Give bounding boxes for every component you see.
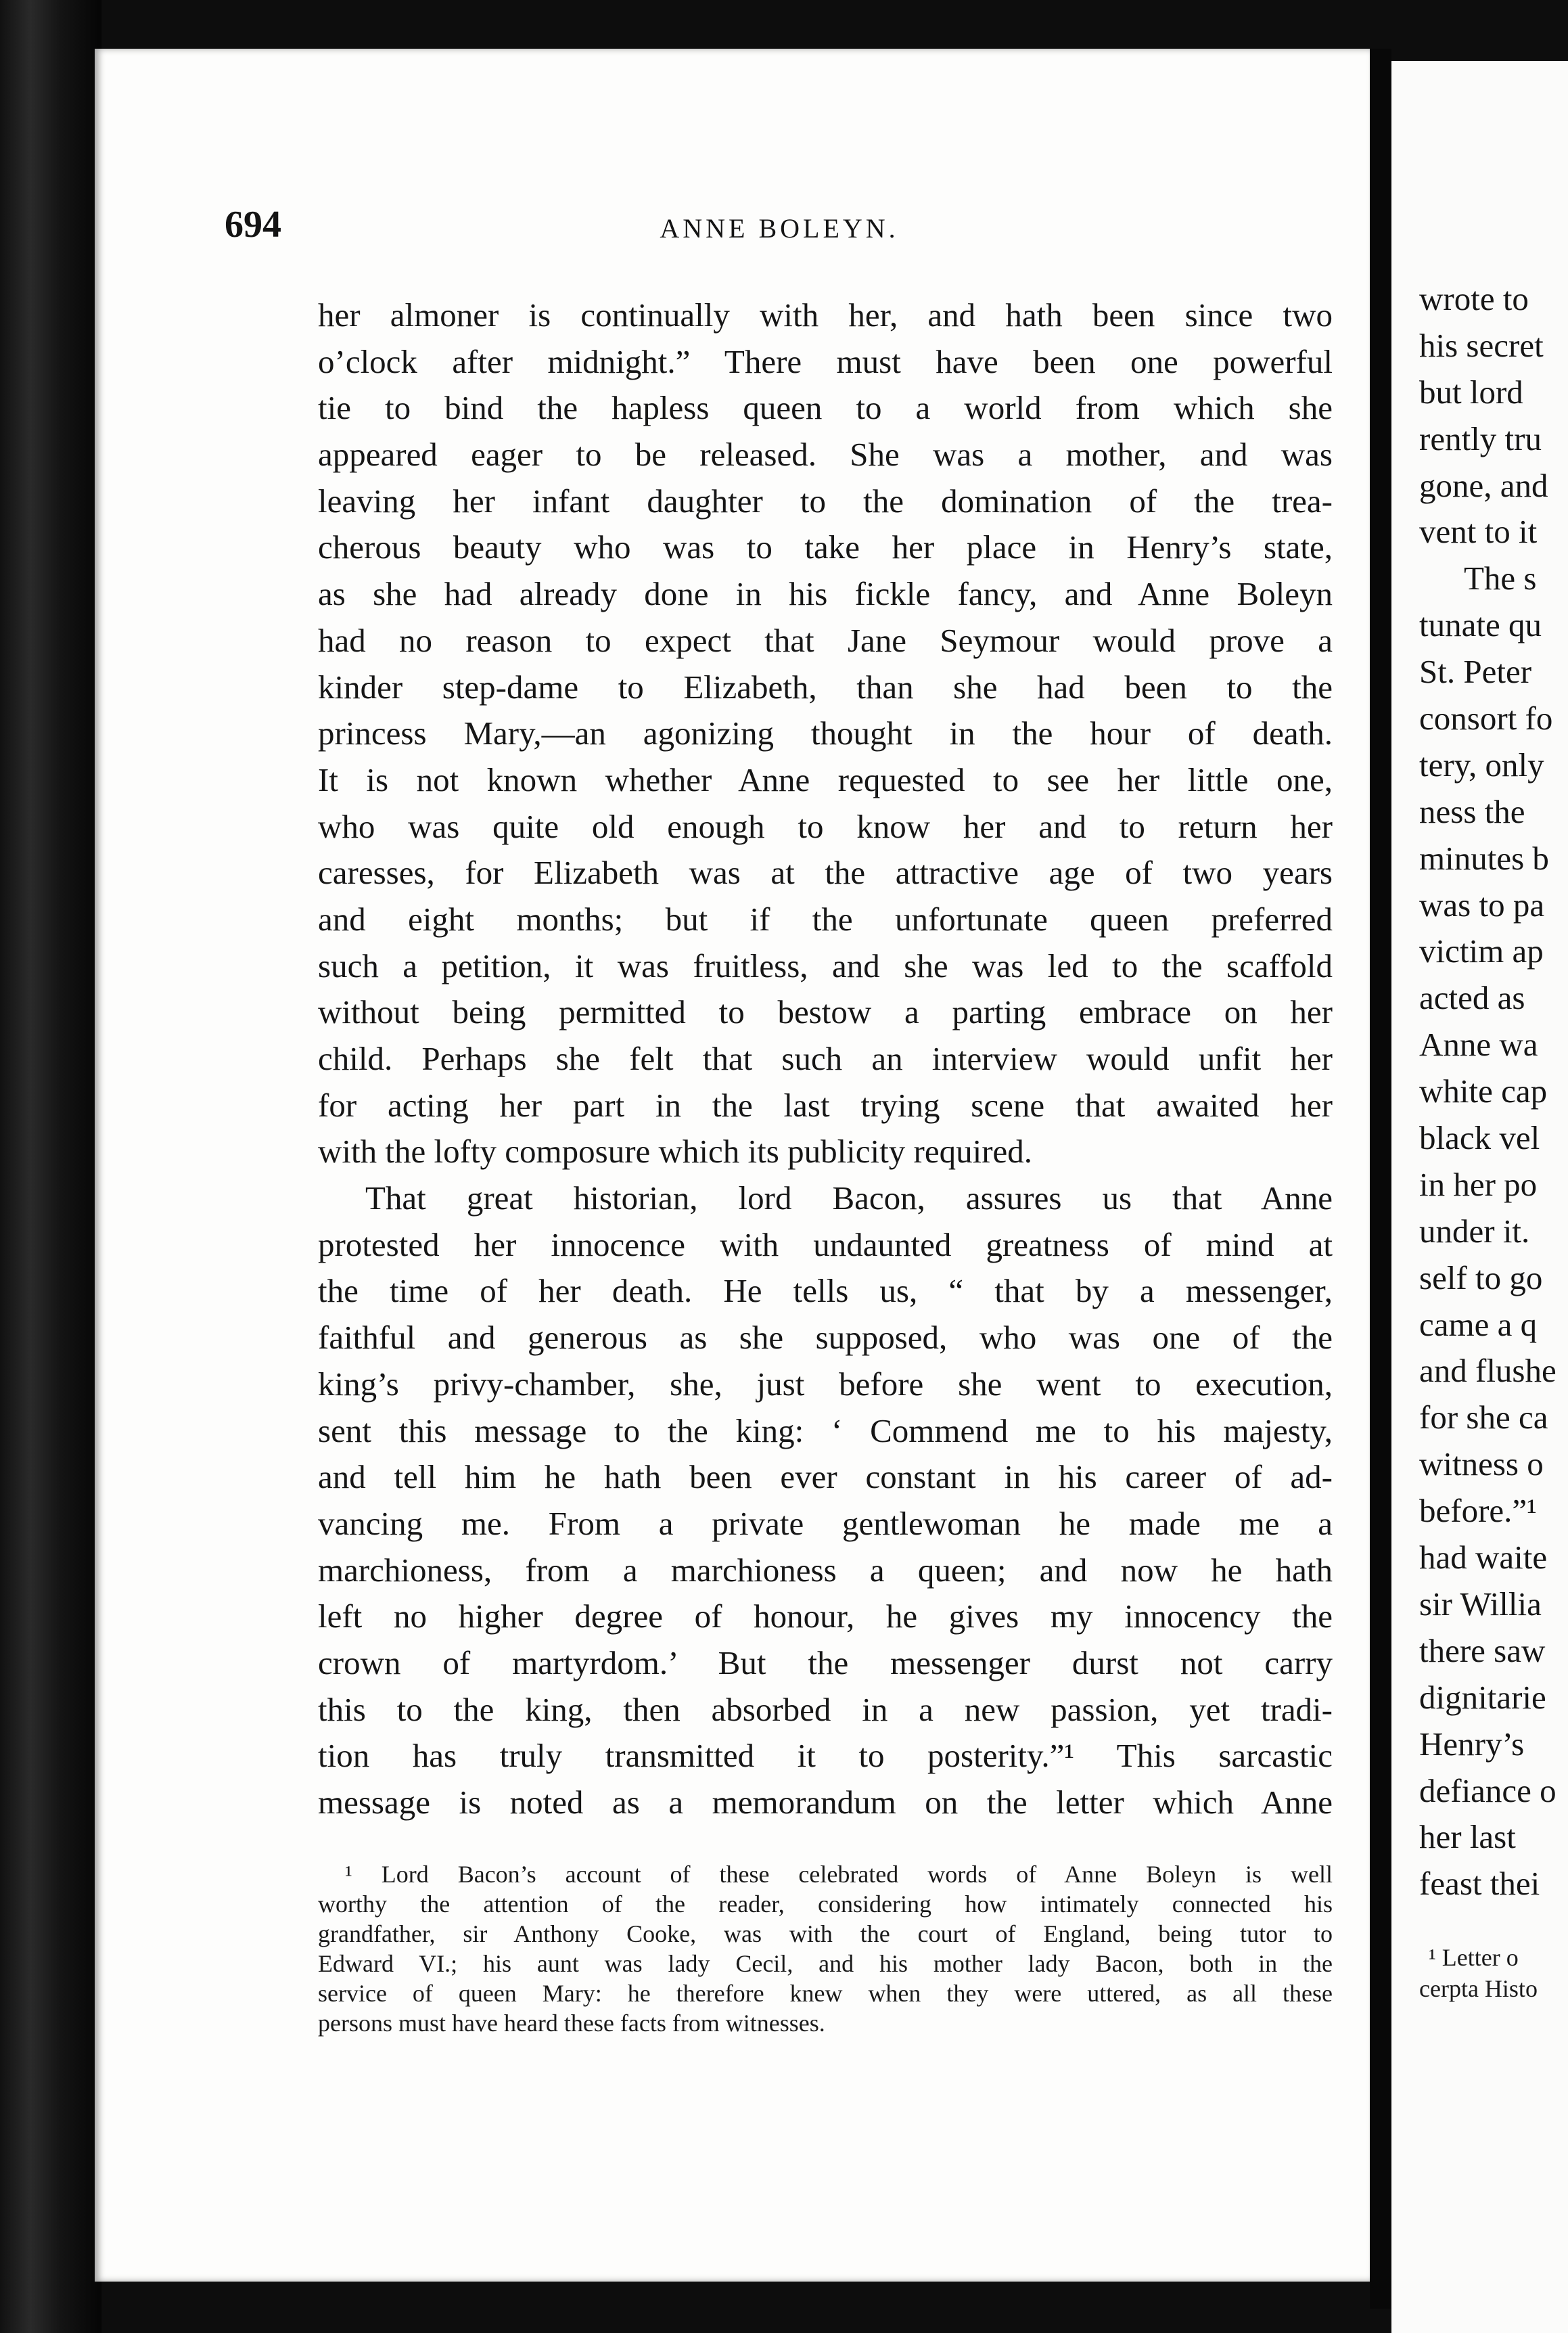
- text-line: her almoner is continually with her, and hath been since two: [318, 296, 1333, 334]
- right-page-footnotes: [1419, 1942, 1568, 2004]
- text-line: vancing me. From a private gentlewoman he made me a: [318, 1504, 1333, 1542]
- right-text-line: black vel: [1419, 1119, 1540, 1157]
- right-text-line: St. Peter: [1419, 653, 1532, 691]
- right-text-line: came a q: [1419, 1305, 1538, 1343]
- right-text-line: witness o: [1419, 1445, 1544, 1483]
- text-line: message is noted as a memorandum on the letter which Anne: [318, 1784, 1333, 1821]
- right-footnote-line: ¹ Letter o: [1429, 1944, 1519, 1971]
- right-text-line: rently tru: [1419, 420, 1542, 457]
- right-text-line: tery, only: [1419, 746, 1544, 784]
- text-line: caresses, for Elizabeth was at the attractive age of two years: [318, 854, 1333, 892]
- right-text-line: but lord: [1419, 373, 1523, 411]
- text-line: sent this message to the king: ‘ Commend me to his majesty,: [318, 1411, 1333, 1449]
- text-line: such a petition, it was fruitless, and she was led to the scaffold: [318, 947, 1333, 984]
- right-text-line: Anne wa: [1419, 1026, 1538, 1064]
- right-text-line: under it.: [1419, 1212, 1530, 1250]
- text-line: the time of her death. He tells us, “ that by a messenger,: [318, 1272, 1333, 1310]
- text-line: marchioness, from a marchioness a queen; and now he hath: [318, 1551, 1333, 1589]
- right-text-line: defiance o: [1419, 1771, 1557, 1809]
- book-gutter: [1370, 49, 1391, 2309]
- right-text-line: self to go: [1419, 1259, 1543, 1296]
- right-text-line: her last: [1419, 1818, 1516, 1856]
- text-line: faithful and generous as she supposed, who was one of the: [318, 1319, 1333, 1357]
- text-line: with the lofty composure which its publicity required.: [318, 1133, 1033, 1171]
- text-line: child. Perhaps she felt that such an interview would unfit her: [318, 1040, 1333, 1077]
- text-line: princess Mary,—an agonizing thought in the hour of death.: [318, 715, 1333, 752]
- text-line: leaving her infant daughter to the domination of the trea-: [318, 482, 1333, 520]
- right-text-line: minutes b: [1419, 839, 1549, 877]
- footnote-line: service of queen Mary: he therefore knew when they were uttered, as all these: [318, 1980, 1333, 2007]
- text-line: left no higher degree of honour, he gives my innocency the: [318, 1598, 1333, 1635]
- footnote-line: ¹ Lord Bacon’s account of these celebrated words of Anne Boleyn is well: [345, 1861, 1333, 1888]
- text-line: kinder step-dame to Elizabeth, than she had been to the: [318, 668, 1333, 706]
- text-line: crown of martyrdom.’ But the messenger durst not carry: [318, 1644, 1333, 1681]
- text-line: That great historian, lord Bacon, assures us that Anne: [365, 1179, 1333, 1217]
- right-text-line: his secret: [1419, 326, 1544, 364]
- footnote-line: grandfather, sir Anthony Cooke, was with the court of England, being tutor to: [318, 1920, 1333, 1947]
- right-text-line: acted as: [1419, 979, 1525, 1017]
- right-text-line: tunate qu: [1419, 606, 1542, 644]
- right-page-text: [1419, 276, 1568, 1907]
- right-text-line: before.”¹: [1419, 1492, 1537, 1530]
- right-text-line: had waite: [1419, 1539, 1548, 1577]
- text-line: and eight months; but if the unfortunate queen preferred: [318, 900, 1333, 938]
- right-text-line: dignitarie: [1419, 1678, 1546, 1716]
- text-line: as she had already done in his fickle fancy, and Anne Boleyn: [318, 575, 1333, 613]
- scan-edge-left: [0, 0, 101, 2333]
- text-line: protested her innocence with undaunted greatness of mind at: [318, 1225, 1333, 1263]
- footnote-line: Edward VI.; his aunt was lady Cecil, and his mother lady Bacon, both in the: [318, 1950, 1333, 1977]
- right-text-line: for she ca: [1419, 1399, 1548, 1436]
- text-line: for acting her part in the last trying scene that awaited her: [318, 1086, 1333, 1124]
- right-text-line: ness the: [1419, 792, 1525, 830]
- footnotes: [318, 1859, 1333, 2038]
- right-text-line: feast thei: [1419, 1865, 1540, 1903]
- right-text-line: in her po: [1419, 1165, 1538, 1203]
- text-line: cherous beauty who was to take her place in Henry’s state,: [318, 528, 1333, 566]
- right-text-line: victim ap: [1419, 932, 1544, 970]
- running-title: ANNE BOLEYN.: [660, 213, 899, 244]
- right-text-line: The s: [1464, 560, 1537, 597]
- right-text-line: there saw: [1419, 1631, 1546, 1669]
- right-footnote-line: cerpta Histo: [1419, 1975, 1538, 2002]
- right-text-line: was to pa: [1419, 886, 1545, 924]
- right-text-line: Henry’s: [1419, 1725, 1525, 1763]
- text-line: had no reason to expect that Jane Seymour would prove a: [318, 621, 1333, 659]
- text-line: this to the king, then absorbed in a new passion, yet tradi-: [318, 1690, 1333, 1728]
- text-line: tion has truly transmitted it to posterity.”¹ This sarcastic: [318, 1737, 1333, 1775]
- right-text-line: white cap: [1419, 1072, 1548, 1110]
- text-line: and tell him he hath been ever constant in his career of ad-: [318, 1458, 1333, 1496]
- text-line: tie to bind the hapless queen to a world from which she: [318, 389, 1333, 427]
- right-text-line: wrote to: [1419, 280, 1529, 317]
- text-line: without being permitted to bestow a parting embrace on her: [318, 993, 1333, 1031]
- footnote-line: persons must have heard these facts from witnesses.: [318, 2010, 825, 2037]
- footnote-line: worthy the attention of the reader, considering how intimately connected his: [318, 1890, 1333, 1918]
- text-line: who was quite old enough to know her and to return her: [318, 807, 1333, 845]
- right-text-line: and flushe: [1419, 1352, 1557, 1390]
- page-number: 694: [225, 204, 281, 246]
- text-line: o’clock after midnight.” There must have been one powerful: [318, 342, 1333, 380]
- right-text-line: gone, and: [1419, 466, 1548, 504]
- text-line: appeared eager to be released. She was a mother, and was: [318, 436, 1333, 474]
- text-line: king’s privy-chamber, she, just before she went to execution,: [318, 1365, 1333, 1403]
- right-text-line: sir Willia: [1419, 1585, 1542, 1623]
- text-line: It is not known whether Anne requested to see her little one,: [318, 761, 1333, 798]
- page-header: [225, 203, 1334, 257]
- body-text: [318, 292, 1333, 1826]
- right-text-line: consort fo: [1419, 700, 1553, 738]
- right-text-line: vent to it: [1419, 513, 1538, 551]
